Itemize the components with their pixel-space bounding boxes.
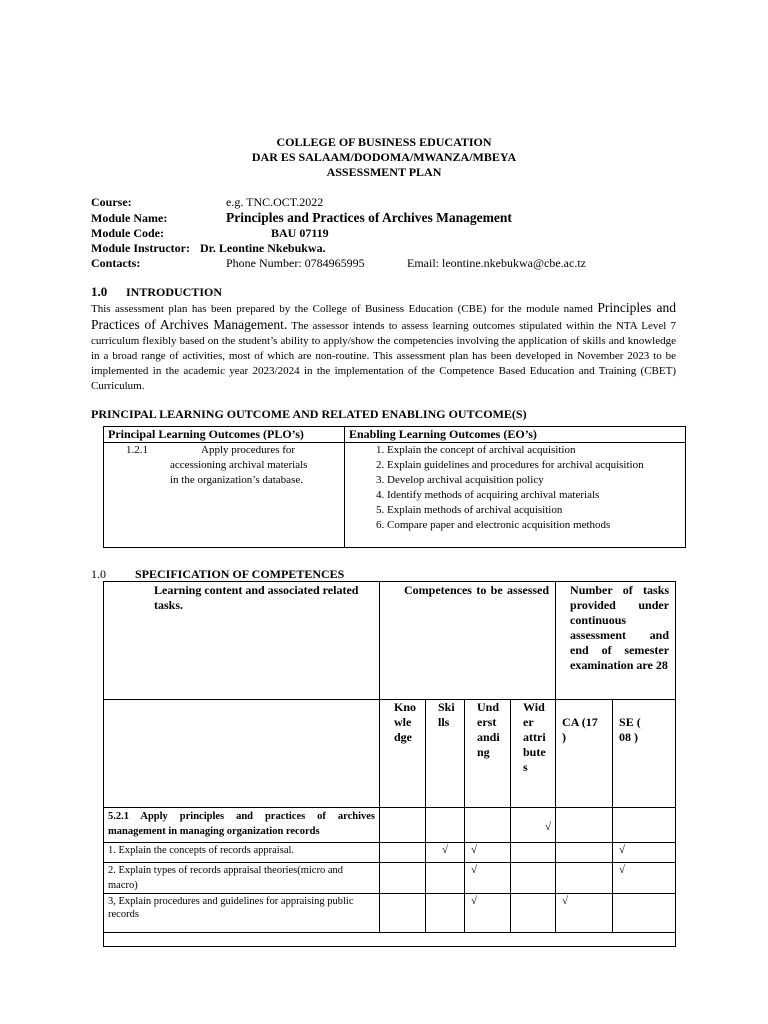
empty-cell: [380, 863, 426, 894]
section-row: [104, 808, 676, 843]
course-label: Course:: [91, 195, 132, 209]
tasks-col-header: Number of tasks provided under continuous assessment and end of semester examination are 28: [556, 582, 676, 700]
skills-header: Ski lls: [426, 700, 465, 808]
eo-item: 5. Explain methods of archival acquisition: [387, 503, 681, 518]
document-title: ASSESSMENT PLAN: [326, 165, 442, 179]
competence-subheader-row: [104, 700, 676, 808]
empty-cell: [380, 894, 426, 933]
tick-mark: √: [556, 894, 613, 933]
eo-cell: [345, 443, 686, 548]
plo-section-title: PRINCIPAL LEARNING OUTCOME AND RELATED ENABLING OUTCOME(S): [91, 407, 527, 421]
phone-number: Phone Number: 0784965995: [226, 256, 365, 270]
empty-cell: [511, 894, 556, 933]
empty-cell: [465, 808, 511, 843]
empty-cell: [426, 894, 465, 933]
tick-mark: √: [426, 843, 465, 863]
contacts-label: Contacts:: [91, 256, 141, 270]
course-value: e.g. TNC.OCT.2022: [226, 195, 324, 209]
empty-cell: [380, 843, 426, 863]
instructor-value: Dr. Leontine Nkebukwa.: [200, 241, 326, 255]
table-row: [104, 863, 676, 894]
table-row: [104, 843, 676, 863]
plo-number: 1.2.1: [126, 444, 148, 456]
email: Email: leontine.nkebukwa@cbe.ac.tz: [407, 256, 586, 270]
row-task: 2. Explain types of records appraisal theories(micro and macro): [104, 863, 380, 894]
plo-text-line-3: in the organization’s database.: [170, 474, 303, 486]
wider-attributes-header: Wid er attri bute s: [511, 700, 556, 808]
empty-cell: [511, 843, 556, 863]
empty-cell: [556, 843, 613, 863]
competence-header-row: [104, 582, 676, 700]
plo-row: [104, 443, 686, 548]
empty-cell: [511, 863, 556, 894]
eo-list: [359, 443, 681, 533]
se-header: SE ( 08 ): [613, 700, 676, 808]
tick-mark: √: [613, 863, 676, 894]
spec-number: 1.0: [91, 567, 106, 581]
row-task: 3, Explain procedures and guidelines for appraising public records: [104, 894, 380, 933]
intro-paragraph: [91, 300, 676, 394]
content-col-header: Learning content and associated related tasks.: [104, 582, 380, 700]
empty-cell: [556, 863, 613, 894]
spec-title: SPECIFICATION OF COMPETENCES: [135, 567, 345, 581]
intro-text-1: This assessment plan has been prepared by the College of Business Education (CBE) for the module named: [91, 303, 593, 315]
understanding-header: Und erst andi ng: [465, 700, 511, 808]
table-row-empty: [104, 933, 676, 947]
tick-mark: √: [465, 863, 511, 894]
plo-table: [103, 426, 686, 548]
table-row: [104, 894, 676, 933]
intro-module-name: Principles and Practices of Archives Management.: [91, 300, 677, 332]
eo-item: 4. Identify methods of acquiring archival materials: [387, 488, 681, 503]
module-name-value: Principles and Practices of Archives Management: [226, 210, 512, 225]
intro-text-2: The assessor intends to assess learning outcomes stipulated within the NTA Level 7 curriculum flexibly based on the student’s ability to apply/show the competencies involving the application of skills and knowledge in a broad range of activities, most of which are non-routine. This assessment plan has been developed in November 2023 to be implemented in the academic year 2023/2024 in the implementation of the Competence Based Education and Training (CBET) Curriculum.: [91, 320, 676, 392]
tick-mark: √: [613, 843, 676, 863]
eo-item: 6. Compare paper and electronic acquisition methods: [387, 518, 681, 533]
ca-header: CA (17 ): [556, 700, 613, 808]
empty-cell: [613, 808, 676, 843]
module-code-value: BAU 07119: [271, 226, 329, 240]
empty-cell: [380, 808, 426, 843]
empty-cell: [426, 863, 465, 894]
competence-table: [103, 581, 676, 947]
empty-cell: [426, 808, 465, 843]
row-task: 1. Explain the concepts of records appraisal.: [104, 843, 380, 863]
plo-col-header: Principal Learning Outcomes (PLO’s): [104, 427, 345, 443]
module-code-label: Module Code:: [91, 226, 164, 240]
plo-cell: [104, 443, 345, 548]
eo-item: 3. Develop archival acquisition policy: [387, 473, 681, 488]
tick-mark: √: [465, 843, 511, 863]
empty-cell: [613, 894, 676, 933]
campuses: DAR ES SALAAM/DODOMA/MWANZA/MBEYA: [251, 150, 517, 164]
intro-number: 1.0: [91, 284, 108, 299]
empty-cell: [104, 933, 676, 947]
plo-text-line-1: Apply procedures for: [201, 444, 296, 456]
competences-col-header: [380, 582, 556, 700]
tick-mark: √: [465, 894, 511, 933]
eo-item: 2. Explain guidelines and procedures for archival acquisition: [387, 458, 681, 473]
college-name: COLLEGE OF BUSINESS EDUCATION: [276, 135, 492, 149]
module-name-label: Module Name:: [91, 211, 168, 225]
eo-item: 1. Explain the concept of archival acquisition: [387, 443, 681, 458]
eo-col-header: Enabling Learning Outcomes (EO’s): [345, 427, 686, 443]
instructor-label: Module Instructor:: [91, 241, 190, 255]
plo-text-line-2: accessioning archival materials: [170, 459, 308, 471]
empty-cell: [556, 808, 613, 843]
subheader-empty-cell: [104, 700, 380, 808]
section-row-title: 5.2.1 Apply principles and practices of archives management in managing organization records: [104, 808, 380, 843]
plo-header-row: [104, 427, 686, 443]
tick-mark: √: [511, 808, 556, 843]
competences-col-header-text: Competences to be assessed: [404, 583, 550, 597]
intro-title: INTRODUCTION: [126, 285, 223, 299]
knowledge-header: Kno wle dge: [380, 700, 426, 808]
